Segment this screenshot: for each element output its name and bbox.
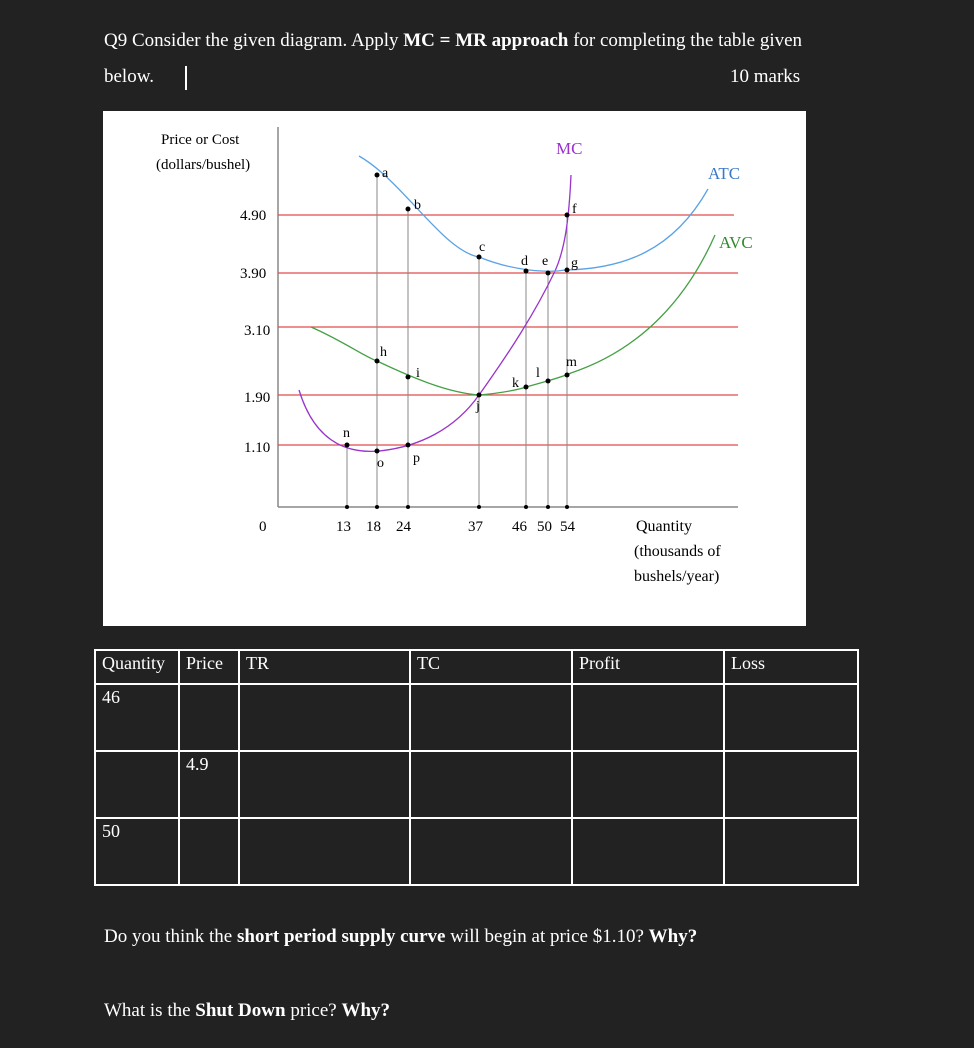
y-axis-title-line1: Price or Cost: [161, 132, 240, 148]
q3-start: What is the: [104, 1000, 191, 1021]
label-j: j: [476, 399, 480, 414]
point-n: [345, 443, 350, 448]
mc-mr-approach: MC = MR approach: [403, 30, 569, 51]
label-o: o: [377, 456, 384, 471]
answer-table: [94, 649, 859, 886]
cell[interactable]: [179, 818, 239, 885]
origin-label: 0: [259, 519, 267, 535]
q2-start: Do you think the: [104, 926, 233, 947]
label-e: e: [542, 254, 549, 269]
x-tick-dot-37: [477, 505, 481, 509]
y-tick-1-90: 1.90: [244, 390, 271, 406]
label-l: l: [536, 366, 540, 381]
q2-mid: will begin at price $1.10?: [450, 926, 644, 947]
label-m: m: [566, 355, 577, 370]
cell[interactable]: [572, 818, 724, 885]
cell[interactable]: [572, 751, 724, 818]
q2-why: Why?: [648, 926, 698, 947]
label-p: p: [413, 451, 420, 466]
q2-bold: short period supply curve: [237, 926, 446, 947]
x-tick-dot-54: [565, 505, 569, 509]
table-row: [95, 818, 858, 885]
y-axis-title-line2: (dollars/bushel): [156, 157, 251, 173]
point-p: [406, 443, 411, 448]
question-number: Q9: [104, 30, 128, 51]
atc-curve: [359, 156, 708, 271]
header-tr: TR: [239, 650, 410, 684]
point-h: [375, 359, 380, 364]
y-tick-3-90: 3.90: [240, 266, 267, 282]
x-tick-46: 46: [512, 519, 527, 535]
label-a: a: [382, 166, 389, 181]
label-g: g: [571, 256, 578, 271]
marks-label: 10 marks: [730, 66, 801, 87]
point-j: [477, 393, 482, 398]
point-a: [375, 173, 380, 178]
point-i: [406, 375, 411, 380]
label-c: c: [479, 240, 486, 255]
cell[interactable]: [572, 684, 724, 751]
question-text-after: for completing the table given: [573, 30, 803, 51]
header-quantity: Quantity: [95, 650, 179, 684]
cell[interactable]: [724, 684, 858, 751]
mc-label: MC: [556, 139, 583, 158]
point-b: [406, 207, 411, 212]
x-tick-37: 37: [468, 519, 483, 535]
point-f: [565, 213, 570, 218]
x-tick-50: 50: [537, 519, 552, 535]
cell[interactable]: [410, 818, 572, 885]
header-loss: Loss: [724, 650, 858, 684]
cost-curve-diagram: [103, 111, 806, 626]
x-tick-18: 18: [366, 519, 381, 535]
question-shutdown-price: [104, 1000, 390, 1022]
x-tick-dot-46: [524, 505, 528, 509]
avc-curve: [311, 235, 715, 395]
cell[interactable]: [239, 818, 410, 885]
table-header-row: [95, 650, 858, 684]
label-b: b: [414, 198, 421, 213]
header-tc: TC: [410, 650, 572, 684]
point-m: [565, 373, 570, 378]
question-line-1: [104, 30, 802, 52]
cell[interactable]: 50: [95, 818, 179, 885]
x-tick-dot-13: [345, 505, 349, 509]
y-tick-4-90: 4.90: [240, 208, 267, 224]
cell[interactable]: [410, 684, 572, 751]
table-row: [95, 684, 858, 751]
label-f: f: [572, 202, 577, 217]
point-g: [565, 268, 570, 273]
cell[interactable]: [179, 684, 239, 751]
q3-why: Why?: [341, 1000, 391, 1021]
x-tick-24: 24: [396, 519, 411, 535]
x-tick-dot-24: [406, 505, 410, 509]
header-profit: Profit: [572, 650, 724, 684]
q3-bold: Shut Down: [195, 1000, 286, 1021]
x-tick-13: 13: [336, 519, 351, 535]
mc-curve: [299, 175, 571, 451]
point-d: [524, 269, 529, 274]
x-axis-title-line1: Quantity: [636, 518, 692, 535]
avc-label: AVC: [719, 233, 753, 252]
cell[interactable]: [724, 818, 858, 885]
question-text-before: Consider the given diagram. Apply: [131, 30, 399, 51]
q3-mid: price?: [290, 1000, 337, 1021]
label-d: d: [521, 254, 528, 269]
cell[interactable]: [410, 751, 572, 818]
point-e: [546, 271, 551, 276]
label-k: k: [512, 376, 519, 391]
x-tick-dot-50: [546, 505, 550, 509]
label-h: h: [380, 345, 387, 360]
x-tick-54: 54: [560, 519, 575, 535]
y-tick-3-10: 3.10: [244, 323, 271, 339]
header-price: Price: [179, 650, 239, 684]
point-k: [524, 385, 529, 390]
question-line-2: below.: [104, 66, 154, 87]
cell[interactable]: [239, 684, 410, 751]
text-cursor: [185, 66, 187, 90]
x-axis-title-line3: bushels/year): [634, 568, 720, 585]
point-o: [375, 449, 380, 454]
cell[interactable]: [95, 751, 179, 818]
cell[interactable]: 4.9: [179, 751, 239, 818]
cell[interactable]: [724, 751, 858, 818]
point-c: [477, 255, 482, 260]
cell[interactable]: 46: [95, 684, 179, 751]
cost-curve-chart: [103, 111, 806, 626]
x-tick-dot-18: [375, 505, 379, 509]
point-l: [546, 379, 551, 384]
question-supply-curve: [104, 926, 697, 948]
table-row: [95, 751, 858, 818]
x-axis-title-line2: (thousands of: [634, 543, 721, 560]
label-i: i: [416, 366, 420, 381]
y-tick-1-10: 1.10: [244, 440, 271, 456]
cell[interactable]: [239, 751, 410, 818]
atc-label: ATC: [708, 164, 741, 183]
label-n: n: [343, 426, 350, 441]
